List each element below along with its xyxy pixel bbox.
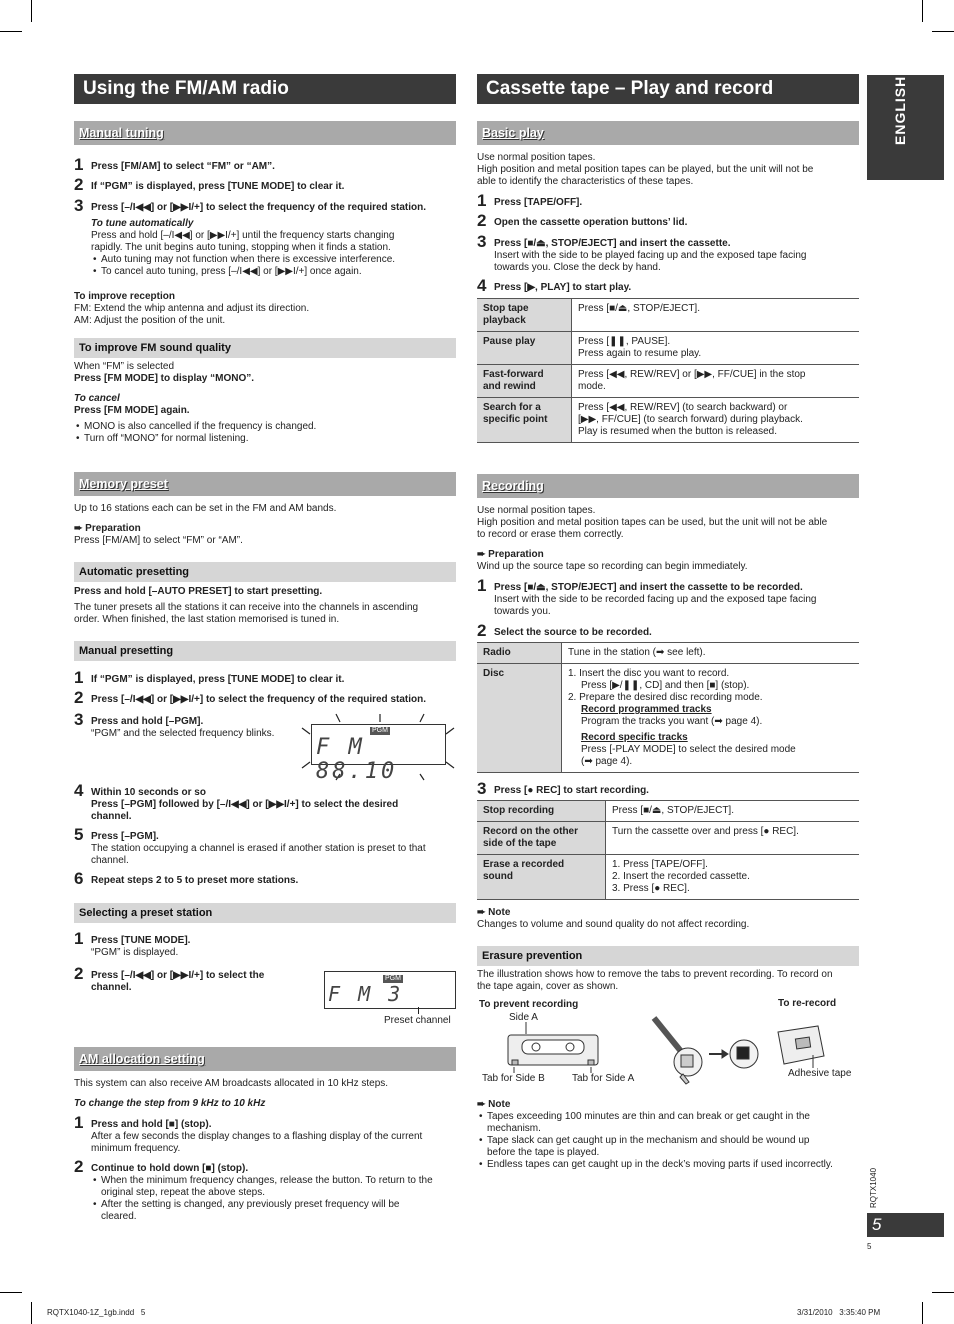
section-manual-tuning: Manual tuning <box>74 121 456 145</box>
subsection-auto-preset: Automatic presetting <box>74 562 456 582</box>
table-row <box>477 643 859 664</box>
table-row <box>477 332 859 365</box>
left-page-title: Using the FM/AM radio <box>74 74 456 104</box>
recording-table <box>477 800 859 900</box>
table-row <box>477 299 859 332</box>
table-cell-value: Tune in the station (➡ see left). <box>562 643 860 664</box>
table-cell-value: Turn the cassette over and press [● REC]. <box>606 822 860 855</box>
table-cell-value: 1. Insert the disc you want to record. Press [▶/❚❚, CD] and then [■] (stop). 2. Prepare the desired disc recording mode. Record programmed tracks Program the tracks you want (➡ page 4). Record specific tracks Press [-PLAY MODE] to select the desired mode (➡ page 4). <box>562 664 860 773</box>
table-cell-head: Record on the other side of the tape <box>477 822 606 855</box>
table-cell-head: Radio <box>477 643 562 664</box>
language-label: ENGLISH <box>892 75 908 145</box>
page-number: 5 <box>872 1215 882 1234</box>
section-memory-preset: Memory preset <box>74 472 456 496</box>
preset-channel-caption: Preset channel <box>384 1015 451 1026</box>
basic-play-intro: Use normal position tapes. High position and metal position tapes can be played, but the unit will not be able to identify the characteristics of these tapes. <box>477 152 814 187</box>
table-row <box>477 398 859 443</box>
preset-channel-pointer <box>418 1007 419 1014</box>
table-row <box>477 822 859 855</box>
label-side-a: Side A <box>509 1012 538 1023</box>
note-icon: ➨ <box>477 1099 486 1110</box>
basic-play-table <box>477 298 859 443</box>
table-cell-value: 1. Press [TAPE/OFF]. 2. Insert the recorded cassette. 3. Press [● REC]. <box>606 855 860 900</box>
fm-quality-text: When “FM” is selected Press [FM MODE] to display “MONO”. To cancel Press [FM MODE] again. • MONO is also cancelled if the frequency is changed. • Turn off “MONO” for normal listening. <box>74 361 456 445</box>
preparation-icon: ➨ <box>477 549 486 560</box>
right-page-title: Cassette tape – Play and record <box>477 74 859 104</box>
label-tab-side-a: Tab for Side A <box>572 1073 635 1084</box>
section-basic-play: Basic play <box>477 121 859 145</box>
table-cell-head: Pause play <box>477 332 572 365</box>
auto-preset-text: Press and hold [–AUTO PRESET] to start presetting. The tuner presets all the stations it can receive into the channels in ascending order. When finished, the last station memorised is tuned in. <box>74 586 419 625</box>
table-cell-head: Disc <box>477 664 562 773</box>
erasure-notes: ➨ Note • Tapes exceeding 100 minutes are thin and can break or get caught in the mechanism. • Tape slack can get caught up in the mechanism and should be wound up before the tape is played. • Endless tapes can get caught up in the deck’s moving parts if used incorrectly. <box>477 1099 859 1171</box>
table-cell-value: Press [■/⏏, STOP/EJECT]. <box>572 299 860 332</box>
table-cell-value: Press [❚❚, PAUSE]. Press again to resume play. <box>572 332 860 365</box>
label-to-prevent-recording: To prevent recording <box>479 999 579 1010</box>
improve-reception: To improve reception FM: Extend the whip antenna and adjust its direction. AM: Adjust the position of the unit. <box>74 291 310 326</box>
table-cell-value: Press [◀◀, REW/REV] or [▶▶, FF/CUE] in the stop mode. <box>572 365 860 398</box>
am-allocation-notes: • When the minimum frequency changes, release the button. To return to the original step, repeat the above steps. • After the setting is changed, any previously preset frequency will be cleared. <box>91 1175 456 1223</box>
doc-code: RQTX1040 <box>869 1167 878 1208</box>
lcd-display-blinking: PGM F M 88.10 <box>311 724 446 765</box>
table-cell-head: Erase a recorded sound <box>477 855 606 900</box>
table-row <box>477 801 859 822</box>
recording-intro: Use normal position tapes. High position and metal position tapes can be used, but the unit will not be able to record or erase them correctly. ➨ Preparation Wind up the source tape so recording can begin immediately. <box>477 505 828 572</box>
table-cell-head: Search for a specific point <box>477 398 572 443</box>
recording-source-table <box>477 642 859 773</box>
subsection-select-preset: Selecting a preset station <box>74 903 456 923</box>
section-recording: Recording <box>477 474 859 498</box>
label-to-rerecord: To re-record <box>778 998 837 1009</box>
footer-file: RQTX1040-1Z_1gb.indd 5 <box>47 1308 146 1317</box>
section-am-allocation: AM allocation setting <box>74 1047 456 1071</box>
preparation-icon: ➨ <box>74 523 83 534</box>
table-cell-head: Fast-forward and rewind <box>477 365 572 398</box>
label-tab-side-b: Tab for Side B <box>482 1073 545 1084</box>
erasure-intro: The illustration shows how to remove the tabs to prevent recording. To record on the tape again, cover as shown. <box>477 969 833 992</box>
page-number-small: 5 <box>867 1242 872 1251</box>
table-row <box>477 664 859 773</box>
label-adhesive-tape: Adhesive tape <box>788 1068 852 1079</box>
table-row <box>477 855 859 900</box>
am-allocation-intro: This system can also receive AM broadcasts allocated in 10 kHz steps. To change the step from 9 kHz to 10 kHz <box>74 1078 389 1109</box>
lcd-display-preset-channel: PGM F M 3 <box>324 971 456 1009</box>
note-icon: ➨ <box>477 907 486 918</box>
table-row <box>477 365 859 398</box>
table-cell-value: Press [◀◀, REW/REV] (to search backward) or [▶▶, FF/CUE] (to search forward) during playback. Play is resumed when the button is released. <box>572 398 860 443</box>
table-cell-value: Press [■/⏏, STOP/EJECT]. <box>606 801 860 822</box>
subsection-manual-preset: Manual presetting <box>74 641 456 661</box>
footer-date: 3/31/2010 3:35:40 PM <box>797 1308 881 1317</box>
subsection-fm-quality: To improve FM sound quality <box>74 338 456 358</box>
table-cell-head: Stop recording <box>477 801 606 822</box>
recording-note: ➨ Note Changes to volume and sound quality do not affect recording. <box>477 907 750 930</box>
subsection-erasure-prevention: Erasure prevention <box>477 946 859 966</box>
table-cell-head: Stop tape playback <box>477 299 572 332</box>
page-number-box <box>867 1213 944 1237</box>
auto-tuning-note: To tune automatically Press and hold [–/I◀◀] or [▶▶I/+] until the frequency starts changing rapidly. The unit begins auto tuning, stopping when it finds a station. • Auto tuning may not function when there is excessive interference. • To cancel auto tuning, press [–/I◀◀] or [▶▶I/+] once again. <box>91 218 456 278</box>
memory-preset-intro: Up to 16 stations each can be set in the FM and AM bands. ➨ Preparation Press [FM/AM] to select “FM” or “AM”. <box>74 503 337 546</box>
cassette-tab-illustration <box>478 1010 858 1090</box>
